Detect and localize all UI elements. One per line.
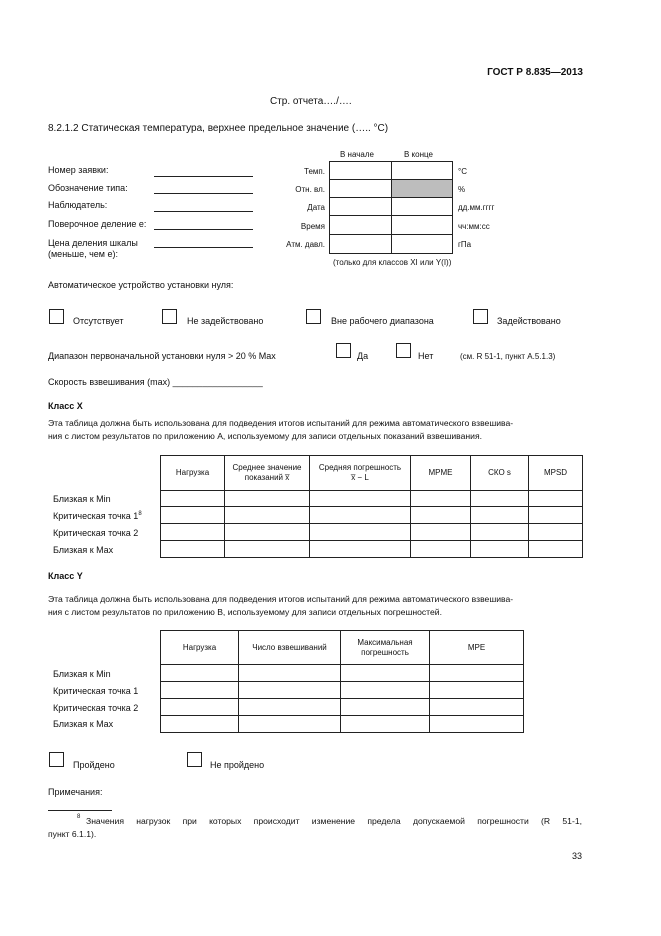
table-cell[interactable]: [225, 507, 310, 524]
class-y-header-mpe: MPE: [430, 631, 524, 665]
class-x-header-mean-error: [310, 456, 411, 491]
table-cell[interactable]: [411, 491, 471, 507]
cell-temp-end[interactable]: [392, 162, 453, 180]
class-x-header-err-line2: x̅ − L: [351, 473, 369, 482]
class-x-row-label-max: Близкая к Max: [53, 545, 114, 555]
cell-humidity-end-shaded: [392, 180, 453, 198]
field-line-scale-interval[interactable]: [154, 247, 253, 248]
table-cell[interactable]: [430, 682, 524, 699]
class-y-row-label-min: Близкая к Min: [53, 669, 111, 679]
page-number: 33: [571, 851, 582, 861]
auto-zero-title: Автоматическое устройство установки нуля:: [48, 280, 234, 290]
checkbox-out-of-range[interactable]: [306, 309, 321, 324]
table-cell[interactable]: [310, 491, 411, 507]
table-cell[interactable]: [225, 491, 310, 507]
class-x-header-mean: [225, 456, 310, 491]
table-cell[interactable]: [341, 699, 430, 716]
cond-label-time: Время: [300, 222, 325, 231]
checkbox-passed[interactable]: [49, 752, 64, 767]
table-cell[interactable]: [529, 507, 583, 524]
table-cell[interactable]: [529, 491, 583, 507]
table-cell[interactable]: [341, 665, 430, 682]
table-cell[interactable]: [411, 541, 471, 558]
table-cell[interactable]: [239, 665, 341, 682]
cond-label-humidity: Отн. вл.: [295, 185, 325, 194]
field-line-verification-division[interactable]: [154, 229, 253, 230]
table-cell[interactable]: [430, 699, 524, 716]
col-header-end: В конце: [404, 150, 433, 159]
table-cell[interactable]: [411, 507, 471, 524]
cell-pressure-start[interactable]: [330, 235, 392, 254]
cell-pressure-end[interactable]: [392, 235, 453, 254]
table-cell[interactable]: [310, 507, 411, 524]
class-x-description-line2: ния с листом результатов по приложению А, используемому для записи отдельных показаний взвешивания.: [48, 431, 483, 441]
cond-unit-humidity: %: [458, 185, 466, 194]
field-line-request-number[interactable]: [154, 176, 253, 177]
field-label-scale-interval-note: (меньше, чем e):: [48, 249, 118, 259]
standard-code: ГОСТ Р 8.835—2013: [487, 67, 583, 78]
section-title: 8.2.1.2 Статическая температура, верхнее предельное значение (….. °С): [48, 123, 389, 134]
table-cell[interactable]: [430, 665, 524, 682]
cell-temp-start[interactable]: [330, 162, 392, 180]
table-cell[interactable]: [341, 716, 430, 733]
class-x-title: Класс X: [48, 401, 83, 411]
zero-range-text: Диапазон первоначальной установки нуля > 20 % Max: [48, 351, 276, 361]
cell-date-start[interactable]: [330, 198, 392, 216]
field-label-scale-interval: Цена деления шкалы: [48, 238, 138, 248]
table-cell[interactable]: [471, 524, 529, 541]
field-line-observer[interactable]: [154, 211, 253, 212]
table-cell[interactable]: [341, 682, 430, 699]
option-absent-label: Отсутствует: [73, 316, 124, 326]
class-y-row-label-critical-1: Критическая точка 1: [53, 686, 139, 696]
option-out-of-range-label: Вне рабочего диапазона: [331, 316, 434, 326]
class-y-row-label-critical-2: Критическая точка 2: [53, 703, 139, 713]
col-header-start: В начале: [340, 150, 374, 159]
field-label-verification-division: Поверочное деление e:: [48, 219, 147, 229]
table-cell[interactable]: [471, 541, 529, 558]
notes-label: Примечания:: [48, 787, 103, 797]
table-cell[interactable]: [161, 665, 239, 682]
conditions-note: (только для классов XI или Y(I)): [333, 258, 452, 267]
cond-unit-temp: °С: [458, 167, 467, 176]
class-x-description-line1: Эта таблица должна быть использована для подведения итогов испытаний для режима автоматического взвешива-: [48, 418, 514, 428]
table-cell[interactable]: [310, 524, 411, 541]
cell-date-end[interactable]: [392, 198, 453, 216]
option-used-label: Задействовано: [497, 316, 561, 326]
class-x-row-label-critical-2: Критическая точка 2: [53, 528, 139, 538]
table-cell[interactable]: [529, 524, 583, 541]
report-page-counter: Стр. отчета…./….: [270, 96, 352, 107]
class-y-header-max-line2: погрешность: [361, 647, 409, 657]
checkbox-used[interactable]: [473, 309, 488, 324]
cond-label-temp: Темп.: [304, 167, 325, 176]
footnote-mark: 8: [138, 511, 142, 517]
failed-label: Не пройдено: [210, 760, 265, 770]
class-x-header-load: Нагрузка: [161, 456, 225, 491]
table-cell[interactable]: [239, 716, 341, 733]
class-x-description: [48, 417, 580, 443]
table-cell[interactable]: [471, 491, 529, 507]
class-x-header-mpsd: MPSD: [529, 456, 583, 491]
table-cell[interactable]: [411, 524, 471, 541]
passed-label: Пройдено: [73, 760, 115, 770]
cond-label-date: Дата: [307, 203, 325, 212]
field-label-observer: Наблюдатель:: [48, 200, 108, 210]
table-cell[interactable]: [430, 716, 524, 733]
cond-unit-date: дд.мм.гггг: [458, 203, 495, 212]
checkbox-no[interactable]: [396, 343, 411, 358]
class-x-header-mpme: MPME: [411, 456, 471, 491]
table-cell[interactable]: [529, 541, 583, 558]
class-x-row-label-critical-1: [53, 511, 142, 521]
footnote-line1: Значения нагрузок при которых происходит изменение предела допускаемой погрешности (R 51-1,: [86, 816, 582, 826]
table-cell[interactable]: [161, 507, 225, 524]
class-x-row-label-critical-1-text: Критическая точка 1: [53, 511, 139, 521]
class-x-header-mean-line2: показаний x̅: [244, 473, 290, 482]
table-cell[interactable]: [239, 682, 341, 699]
table-cell[interactable]: [161, 682, 239, 699]
table-cell[interactable]: [310, 541, 411, 558]
zero-range-reference: (см. R 51-1, пункт A.5.1.3): [460, 352, 556, 361]
table-cell[interactable]: [471, 507, 529, 524]
class-y-header-count: Число взвешиваний: [239, 631, 341, 665]
weighing-speed-field[interactable]: Скорость взвешивания (max) __________________: [48, 377, 263, 387]
footnote-number: 8: [77, 814, 81, 820]
class-y-row-label-max: Близкая к Max: [53, 719, 114, 729]
footnote-divider: [48, 810, 112, 811]
checkbox-failed[interactable]: [187, 752, 202, 767]
cell-humidity-start[interactable]: [330, 180, 392, 198]
class-x-header-err-line1: Средняя погрешность: [318, 463, 402, 472]
field-line-type-designation[interactable]: [154, 193, 253, 194]
cell-time-start[interactable]: [330, 216, 392, 235]
table-cell[interactable]: [225, 541, 310, 558]
class-y-header-load: Нагрузка: [161, 631, 239, 665]
yes-label: Да: [357, 351, 369, 361]
checkbox-not-used[interactable]: [162, 309, 177, 324]
footnote-line2: пункт 6.1.1).: [48, 829, 97, 839]
class-y-header-max-error: [341, 631, 430, 665]
checkbox-yes[interactable]: [336, 343, 351, 358]
class-y-header-max-line1: Максимальная: [357, 637, 413, 647]
cell-time-end[interactable]: [392, 216, 453, 235]
class-y-description: [48, 593, 580, 619]
cond-unit-pressure: гПа: [458, 240, 472, 249]
conditions-table: [329, 161, 453, 254]
option-not-used-label: Не задействовано: [187, 316, 264, 326]
table-cell[interactable]: [239, 699, 341, 716]
class-y-table: [160, 630, 524, 733]
field-label-request-number: Номер заявки:: [48, 165, 109, 175]
table-cell[interactable]: [161, 524, 225, 541]
table-cell[interactable]: [161, 491, 225, 507]
table-cell[interactable]: [225, 524, 310, 541]
cond-label-pressure: Атм. давл.: [286, 240, 325, 249]
checkbox-absent[interactable]: [49, 309, 64, 324]
class-y-description-line1: Эта таблица должна быть использована для подведения итогов испытаний для режима автоматического взвешива-: [48, 594, 514, 604]
table-cell[interactable]: [161, 699, 239, 716]
class-x-header-mean-line1: Среднее значение: [232, 463, 302, 472]
class-x-row-label-min: Близкая к Min: [53, 494, 111, 504]
field-label-type-designation: Обозначение типа:: [48, 183, 128, 193]
cond-unit-time: чч:мм:сс: [458, 222, 490, 231]
table-cell[interactable]: [161, 716, 239, 733]
table-cell[interactable]: [161, 541, 225, 558]
class-x-table: [160, 455, 583, 558]
no-label: Нет: [418, 351, 434, 361]
class-y-description-line2: ния с листом результатов по приложению В, используемому для записи отдельных погрешностей.: [48, 607, 442, 617]
class-y-title: Класс Y: [48, 571, 83, 581]
class-x-header-sko: СКО s: [471, 456, 529, 491]
